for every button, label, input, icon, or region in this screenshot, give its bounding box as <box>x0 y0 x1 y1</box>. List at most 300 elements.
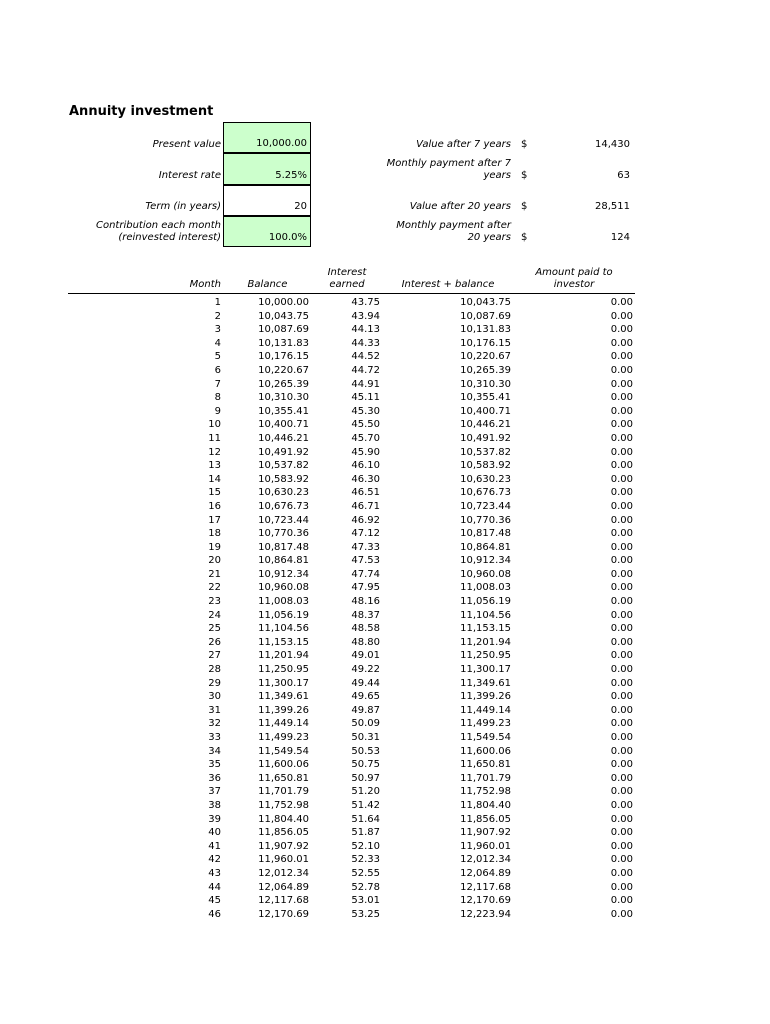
month-cell: 42 <box>208 854 221 866</box>
header-paid-line-2: investor <box>553 279 595 290</box>
balance-cell: 10,355.41 <box>258 405 309 417</box>
interest-cell: 44.33 <box>351 337 380 349</box>
interest-cell: 52.33 <box>351 854 380 866</box>
interest-cell: 47.95 <box>351 582 380 594</box>
table-row <box>0 677 770 691</box>
header-interest-line-1: Interest <box>327 267 367 278</box>
table-row <box>0 568 770 582</box>
balance-cell: 10,723.44 <box>258 514 309 526</box>
interest-balance-cell: 10,630.23 <box>460 473 511 485</box>
payment-7-years-label-line-1: Monthly payment after 7 <box>386 158 511 169</box>
balance-cell: 11,856.05 <box>258 827 309 839</box>
interest-cell: 53.01 <box>351 895 380 907</box>
interest-balance-cell: 11,153.15 <box>460 623 511 635</box>
payment-7-years-label <box>371 158 511 182</box>
table-row <box>0 418 770 432</box>
term-label: Term (in years) <box>145 201 221 212</box>
amount-paid-cell: 0.00 <box>610 691 633 703</box>
payment-20-years-label-line-2: 20 years <box>467 232 511 243</box>
amount-paid-cell: 0.00 <box>610 514 633 526</box>
table-row <box>0 908 770 922</box>
month-cell: 46 <box>208 908 221 920</box>
interest-balance-cell: 10,723.44 <box>460 500 511 512</box>
balance-cell: 10,537.82 <box>258 460 309 472</box>
amount-paid-cell: 0.00 <box>610 609 633 621</box>
month-cell: 25 <box>208 623 221 635</box>
interest-cell: 51.64 <box>351 813 380 825</box>
interest-cell: 50.09 <box>351 718 380 730</box>
amount-paid-cell: 0.00 <box>610 405 633 417</box>
interest-cell: 48.37 <box>351 609 380 621</box>
interest-cell: 46.30 <box>351 473 380 485</box>
interest-cell: 50.75 <box>351 759 380 771</box>
amount-paid-cell: 0.00 <box>610 310 633 322</box>
interest-balance-cell: 11,804.40 <box>460 799 511 811</box>
table-row <box>0 581 770 595</box>
month-cell: 34 <box>208 745 221 757</box>
table-row <box>0 785 770 799</box>
interest-cell: 49.22 <box>351 664 380 676</box>
balance-cell: 11,650.81 <box>258 772 309 784</box>
interest-balance-cell: 10,491.92 <box>460 432 511 444</box>
balance-cell: 11,549.54 <box>258 745 309 757</box>
balance-cell: 11,399.26 <box>258 704 309 716</box>
balance-cell: 11,499.23 <box>258 732 309 743</box>
amount-paid-cell: 0.00 <box>610 908 633 920</box>
table-row <box>0 745 770 759</box>
table-row <box>0 894 770 908</box>
table-row <box>0 350 770 364</box>
amount-paid-cell: 0.00 <box>610 664 633 676</box>
interest-cell: 48.16 <box>351 596 380 608</box>
table-row <box>0 609 770 623</box>
table-row <box>0 853 770 867</box>
table-row <box>0 840 770 854</box>
balance-cell: 11,349.61 <box>258 691 309 703</box>
contribution-label <box>96 220 221 244</box>
month-cell: 44 <box>208 881 221 893</box>
month-cell: 20 <box>208 555 221 567</box>
month-cell: 39 <box>208 813 221 825</box>
interest-balance-cell: 12,064.89 <box>460 867 511 879</box>
balance-cell: 10,400.71 <box>258 419 309 431</box>
table-row <box>0 514 770 528</box>
interest-cell: 46.51 <box>351 487 380 499</box>
value-7-years-label: Value after 7 years <box>416 139 511 150</box>
contribution-field[interactable] <box>223 216 311 247</box>
interest-balance-cell: 11,752.98 <box>460 786 511 798</box>
interest-rate-value: 5.25% <box>275 170 307 181</box>
amount-paid-cell: 0.00 <box>610 636 633 648</box>
month-cell: 3 <box>214 324 221 336</box>
table-row <box>0 881 770 895</box>
value-7-years: 14,430 <box>595 139 630 150</box>
interest-cell: 45.70 <box>351 432 380 444</box>
table-row <box>0 527 770 541</box>
amount-paid-cell: 0.00 <box>610 786 633 798</box>
interest-balance-cell: 10,176.15 <box>460 337 511 349</box>
interest-balance-cell: 11,349.61 <box>460 677 511 689</box>
month-cell: 38 <box>208 799 221 811</box>
header-paid-line-1: Amount paid to <box>535 267 613 278</box>
amount-paid-cell: 0.00 <box>610 378 633 390</box>
amount-paid-cell: 0.00 <box>610 677 633 689</box>
balance-cell: 10,176.15 <box>258 351 309 363</box>
amount-paid-cell: 0.00 <box>610 732 633 743</box>
value-20-years: 28,511 <box>595 201 630 212</box>
month-cell: 5 <box>214 351 221 363</box>
interest-balance-cell: 11,650.81 <box>460 759 511 771</box>
balance-cell: 10,000.00 <box>258 297 309 308</box>
table-row <box>0 772 770 786</box>
month-cell: 22 <box>208 582 221 594</box>
month-cell: 18 <box>208 528 221 540</box>
table-row <box>0 296 770 310</box>
interest-cell: 47.12 <box>351 528 380 540</box>
table-row <box>0 595 770 609</box>
interest-balance-cell: 10,770.36 <box>460 514 511 526</box>
interest-cell: 49.01 <box>351 650 380 662</box>
schedule-table-body <box>0 296 770 921</box>
balance-cell: 10,131.83 <box>258 337 309 349</box>
interest-cell: 43.94 <box>351 310 380 322</box>
month-cell: 12 <box>208 446 221 458</box>
table-row <box>0 541 770 555</box>
interest-balance-cell: 11,960.01 <box>460 840 511 852</box>
payment-20-years: 124 <box>610 232 630 243</box>
balance-cell: 12,012.34 <box>258 867 309 879</box>
table-row <box>0 731 770 745</box>
balance-cell: 11,300.17 <box>258 677 309 689</box>
interest-cell: 47.74 <box>351 568 380 580</box>
contribution-label-line-1: Contribution each month <box>95 220 221 231</box>
balance-cell: 11,449.14 <box>258 718 309 730</box>
table-row <box>0 649 770 663</box>
balance-cell: 12,170.69 <box>258 908 309 920</box>
interest-cell: 51.20 <box>351 786 380 798</box>
interest-balance-cell: 11,201.94 <box>460 636 511 648</box>
interest-balance-cell: 12,223.94 <box>460 908 511 920</box>
interest-cell: 49.65 <box>351 691 380 703</box>
value-20-years-label: Value after 20 years <box>409 201 511 212</box>
table-row <box>0 500 770 514</box>
payment-20-years-label <box>371 220 511 244</box>
balance-cell: 10,583.92 <box>258 473 309 485</box>
table-row <box>0 323 770 337</box>
balance-cell: 12,117.68 <box>258 895 309 907</box>
interest-balance-cell: 11,008.03 <box>460 582 511 594</box>
month-cell: 19 <box>208 541 221 553</box>
balance-cell: 10,817.48 <box>258 541 309 553</box>
balance-cell: 10,265.39 <box>258 378 309 390</box>
table-row <box>0 405 770 419</box>
month-cell: 15 <box>208 487 221 499</box>
interest-cell: 45.11 <box>351 392 380 404</box>
amount-paid-cell: 0.00 <box>610 582 633 594</box>
amount-paid-cell: 0.00 <box>610 337 633 349</box>
month-cell: 7 <box>214 378 221 390</box>
header-interest-balance: Interest + balance <box>401 279 495 290</box>
amount-paid-cell: 0.00 <box>610 500 633 512</box>
month-cell: 32 <box>208 718 221 730</box>
interest-balance-cell: 11,907.92 <box>460 827 511 839</box>
month-cell: 10 <box>208 419 221 431</box>
interest-cell: 50.97 <box>351 772 380 784</box>
month-cell: 2 <box>214 310 221 322</box>
interest-cell: 47.33 <box>351 541 380 553</box>
month-cell: 13 <box>208 460 221 472</box>
balance-cell: 10,630.23 <box>258 487 309 499</box>
interest-balance-cell: 10,310.30 <box>460 378 511 390</box>
month-cell: 31 <box>208 704 221 716</box>
balance-cell: 10,676.73 <box>258 500 309 512</box>
contribution-value: 100.0% <box>268 232 307 243</box>
interest-cell: 50.53 <box>351 745 380 757</box>
interest-cell: 51.42 <box>351 799 380 811</box>
interest-cell: 45.50 <box>351 419 380 431</box>
interest-balance-cell: 12,170.69 <box>460 895 511 907</box>
balance-cell: 11,804.40 <box>258 813 309 825</box>
interest-balance-cell: 10,220.67 <box>460 351 511 363</box>
balance-cell: 10,043.75 <box>258 310 309 322</box>
balance-cell: 12,064.89 <box>258 881 309 893</box>
interest-balance-cell: 11,056.19 <box>460 596 511 608</box>
interest-balance-cell: 10,537.82 <box>460 446 511 458</box>
month-cell: 29 <box>208 677 221 689</box>
interest-cell: 48.58 <box>351 623 380 635</box>
month-cell: 1 <box>214 297 221 308</box>
table-row <box>0 432 770 446</box>
month-cell: 27 <box>208 650 221 662</box>
amount-paid-cell: 0.00 <box>610 759 633 771</box>
balance-cell: 11,008.03 <box>258 596 309 608</box>
month-cell: 36 <box>208 772 221 784</box>
interest-cell: 52.55 <box>351 867 380 879</box>
amount-paid-cell: 0.00 <box>610 528 633 540</box>
payment-7-years-label-line-2: years <box>483 170 511 181</box>
month-cell: 6 <box>214 364 221 376</box>
interest-cell: 43.75 <box>351 297 380 308</box>
table-row <box>0 391 770 405</box>
amount-paid-cell: 0.00 <box>610 351 633 363</box>
interest-cell: 44.52 <box>351 351 380 363</box>
interest-balance-cell: 10,583.92 <box>460 460 511 472</box>
table-row <box>0 636 770 650</box>
table-row <box>0 446 770 460</box>
table-row <box>0 690 770 704</box>
payment-20-years-currency: $ <box>521 232 528 243</box>
amount-paid-cell: 0.00 <box>610 568 633 580</box>
balance-cell: 10,912.34 <box>258 568 309 580</box>
balance-cell: 11,201.94 <box>258 650 309 662</box>
header-interest-earned <box>318 267 376 291</box>
amount-paid-cell: 0.00 <box>610 718 633 730</box>
amount-paid-cell: 0.00 <box>610 324 633 336</box>
present-value-value: 10,000.00 <box>256 138 307 149</box>
amount-paid-cell: 0.00 <box>610 799 633 811</box>
balance-cell: 11,600.06 <box>258 759 309 771</box>
header-interest-line-2: earned <box>329 279 365 290</box>
amount-paid-cell: 0.00 <box>610 854 633 866</box>
interest-balance-cell: 10,265.39 <box>460 364 511 376</box>
month-cell: 41 <box>208 840 221 852</box>
interest-balance-cell: 10,446.21 <box>460 419 511 431</box>
interest-cell: 52.78 <box>351 881 380 893</box>
amount-paid-cell: 0.00 <box>610 596 633 608</box>
amount-paid-cell: 0.00 <box>610 473 633 485</box>
interest-cell: 46.92 <box>351 514 380 526</box>
interest-balance-cell: 11,701.79 <box>460 772 511 784</box>
interest-balance-cell: 11,856.05 <box>460 813 511 825</box>
interest-rate-field[interactable] <box>223 153 311 185</box>
interest-balance-cell: 11,250.95 <box>460 650 511 662</box>
amount-paid-cell: 0.00 <box>610 392 633 404</box>
amount-paid-cell: 0.00 <box>610 487 633 499</box>
amount-paid-cell: 0.00 <box>610 650 633 662</box>
amount-paid-cell: 0.00 <box>610 772 633 784</box>
value-7-years-currency: $ <box>521 139 528 150</box>
month-cell: 26 <box>208 636 221 648</box>
balance-cell: 11,701.79 <box>258 786 309 798</box>
interest-cell: 45.30 <box>351 405 380 417</box>
interest-cell: 53.25 <box>351 908 380 920</box>
table-row <box>0 337 770 351</box>
interest-balance-cell: 10,355.41 <box>460 392 511 404</box>
table-row <box>0 486 770 500</box>
interest-balance-cell: 10,400.71 <box>460 405 511 417</box>
table-row <box>0 310 770 324</box>
interest-cell: 49.87 <box>351 704 380 716</box>
page-title: Annuity investment <box>69 104 214 119</box>
table-row <box>0 867 770 881</box>
header-amount-paid <box>522 267 626 291</box>
month-cell: 40 <box>208 827 221 839</box>
amount-paid-cell: 0.00 <box>610 541 633 553</box>
month-cell: 30 <box>208 691 221 703</box>
payment-20-years-label-line-1: Monthly payment after <box>396 220 511 231</box>
month-cell: 37 <box>208 786 221 798</box>
amount-paid-cell: 0.00 <box>610 881 633 893</box>
table-row <box>0 799 770 813</box>
interest-cell: 49.44 <box>351 677 380 689</box>
header-divider <box>68 293 635 294</box>
interest-cell: 51.87 <box>351 827 380 839</box>
balance-cell: 11,153.15 <box>258 636 309 648</box>
interest-balance-cell: 11,549.54 <box>460 732 511 743</box>
table-row <box>0 364 770 378</box>
amount-paid-cell: 0.00 <box>610 446 633 458</box>
balance-cell: 11,056.19 <box>258 609 309 621</box>
amount-paid-cell: 0.00 <box>610 432 633 444</box>
month-cell: 33 <box>208 732 221 743</box>
balance-cell: 10,770.36 <box>258 528 309 540</box>
month-cell: 24 <box>208 609 221 621</box>
month-cell: 45 <box>208 895 221 907</box>
payment-7-years-currency: $ <box>521 170 528 181</box>
header-balance: Balance <box>247 279 288 290</box>
interest-cell: 45.90 <box>351 446 380 458</box>
balance-cell: 10,864.81 <box>258 555 309 567</box>
month-cell: 43 <box>208 867 221 879</box>
interest-balance-cell: 10,864.81 <box>460 541 511 553</box>
interest-balance-cell: 10,043.75 <box>460 297 511 308</box>
interest-balance-cell: 11,499.23 <box>460 718 511 730</box>
interest-rate-label: Interest rate <box>158 170 221 181</box>
balance-cell: 11,752.98 <box>258 799 309 811</box>
amount-paid-cell: 0.00 <box>610 364 633 376</box>
table-row <box>0 758 770 772</box>
interest-balance-cell: 10,960.08 <box>460 568 511 580</box>
interest-balance-cell: 12,117.68 <box>460 881 511 893</box>
interest-balance-cell: 11,104.56 <box>460 609 511 621</box>
month-cell: 14 <box>208 473 221 485</box>
term-field[interactable] <box>223 185 311 216</box>
balance-cell: 11,104.56 <box>258 623 309 635</box>
amount-paid-cell: 0.00 <box>610 895 633 907</box>
month-cell: 16 <box>208 500 221 512</box>
table-row <box>0 473 770 487</box>
interest-balance-cell: 11,300.17 <box>460 664 511 676</box>
interest-balance-cell: 10,912.34 <box>460 555 511 567</box>
amount-paid-cell: 0.00 <box>610 623 633 635</box>
interest-cell: 46.10 <box>351 460 380 472</box>
header-month: Month <box>189 279 221 290</box>
amount-paid-cell: 0.00 <box>610 840 633 852</box>
present-value-label: Present value <box>152 139 221 150</box>
present-value-field[interactable] <box>223 122 311 153</box>
interest-cell: 50.31 <box>351 732 380 743</box>
balance-cell: 11,907.92 <box>258 840 309 852</box>
interest-cell: 48.80 <box>351 636 380 648</box>
table-row <box>0 378 770 392</box>
contribution-label-line-2: (reinvested interest) <box>118 232 221 243</box>
interest-balance-cell: 10,087.69 <box>460 310 511 322</box>
interest-cell: 47.53 <box>351 555 380 567</box>
balance-cell: 10,491.92 <box>258 446 309 458</box>
balance-cell: 10,960.08 <box>258 582 309 594</box>
amount-paid-cell: 0.00 <box>610 745 633 757</box>
amount-paid-cell: 0.00 <box>610 827 633 839</box>
amount-paid-cell: 0.00 <box>610 460 633 472</box>
term-value: 20 <box>294 201 307 212</box>
interest-cell: 44.91 <box>351 378 380 390</box>
month-cell: 28 <box>208 664 221 676</box>
month-cell: 17 <box>208 514 221 526</box>
interest-balance-cell: 11,399.26 <box>460 691 511 703</box>
month-cell: 21 <box>208 568 221 580</box>
balance-cell: 11,250.95 <box>258 664 309 676</box>
table-row <box>0 554 770 568</box>
balance-cell: 10,087.69 <box>258 324 309 336</box>
interest-balance-cell: 12,012.34 <box>460 854 511 866</box>
month-cell: 4 <box>214 337 221 349</box>
balance-cell: 10,220.67 <box>258 364 309 376</box>
table-row <box>0 622 770 636</box>
table-row <box>0 459 770 473</box>
interest-balance-cell: 10,676.73 <box>460 487 511 499</box>
payment-7-years: 63 <box>617 170 630 181</box>
amount-paid-cell: 0.00 <box>610 813 633 825</box>
interest-cell: 44.13 <box>351 324 380 336</box>
amount-paid-cell: 0.00 <box>610 867 633 879</box>
month-cell: 11 <box>208 432 221 444</box>
table-row <box>0 717 770 731</box>
table-row <box>0 663 770 677</box>
month-cell: 23 <box>208 596 221 608</box>
table-row <box>0 826 770 840</box>
balance-cell: 11,960.01 <box>258 854 309 866</box>
value-20-years-currency: $ <box>521 201 528 212</box>
